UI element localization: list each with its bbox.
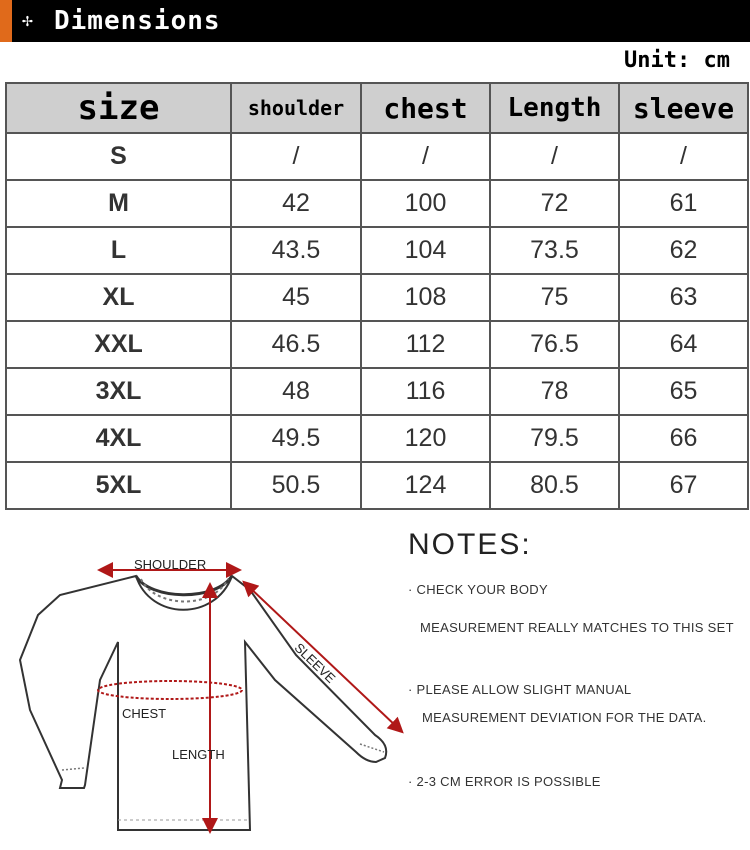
header-accent [0, 0, 12, 42]
measurement-cell: 49.5 [231, 415, 361, 462]
measurement-cell: / [490, 133, 619, 180]
measurement-cell: 100 [361, 180, 490, 227]
measurement-cell: 65 [619, 368, 748, 415]
measurement-cell: 124 [361, 462, 490, 509]
right-cuff-stitch [360, 744, 384, 752]
measurement-cell: 64 [619, 321, 748, 368]
measurement-cell: 80.5 [490, 462, 619, 509]
shoulder-label: SHOULDER [134, 557, 207, 572]
note-line-2: MEASUREMENT REALLY MATCHES TO THIS SET [420, 620, 734, 635]
shirt-body [20, 576, 386, 830]
measurement-cell: 50.5 [231, 462, 361, 509]
size-cell: 5XL [6, 462, 231, 509]
measurement-cell: 120 [361, 415, 490, 462]
sleeve-label: SLEEVE [291, 640, 339, 686]
measurement-cell: 73.5 [490, 227, 619, 274]
size-cell: XL [6, 274, 231, 321]
measurement-cell: 75 [490, 274, 619, 321]
note-line-4: MEASUREMENT DEVIATION FOR THE DATA. [422, 710, 707, 725]
table-row [6, 368, 748, 415]
chest-label: CHEST [122, 706, 167, 721]
measurement-cell: / [231, 133, 361, 180]
measurement-cell: 66 [619, 415, 748, 462]
measurement-cell: 112 [361, 321, 490, 368]
unit-label: Unit: cm [624, 48, 730, 73]
measurement-cell: 104 [361, 227, 490, 274]
measurement-cell: 61 [619, 180, 748, 227]
chest-ellipse [98, 681, 242, 699]
table-row [6, 415, 748, 462]
measurement-cell: / [619, 133, 748, 180]
measurement-cell: 42 [231, 180, 361, 227]
measurement-cell: 79.5 [490, 415, 619, 462]
measurement-cell: 63 [619, 274, 748, 321]
table-row [6, 274, 748, 321]
table-row [6, 180, 748, 227]
note-line-3: · PLEASE ALLOW SLIGHT MANUAL [408, 682, 632, 697]
measurement-cell: 45 [231, 274, 361, 321]
measurement-cell: 72 [490, 180, 619, 227]
size-cell: XXL [6, 321, 231, 368]
table-row [6, 321, 748, 368]
measurement-cell: 46.5 [231, 321, 361, 368]
note-line-1: · CHECK YOUR BODY [408, 582, 548, 597]
length-label: LENGTH [172, 747, 225, 762]
header-bar [0, 0, 750, 42]
measurement-cell: 116 [361, 368, 490, 415]
plus-icon: ✢ [22, 10, 33, 31]
size-cell: 3XL [6, 368, 231, 415]
column-header-length: Length [490, 83, 619, 133]
measurement-cell: 43.5 [231, 227, 361, 274]
column-header-chest: chest [361, 83, 490, 133]
notes-title: NOTES: [408, 528, 532, 561]
measurement-cell: 78 [490, 368, 619, 415]
left-cuff-stitch [62, 768, 84, 770]
size-cell: 4XL [6, 415, 231, 462]
measurement-cell: 48 [231, 368, 361, 415]
size-cell: S [6, 133, 231, 180]
size-cell: L [6, 227, 231, 274]
size-table [5, 82, 749, 510]
table-row [6, 227, 748, 274]
measurement-cell: 67 [619, 462, 748, 509]
table-body [6, 133, 748, 509]
measurement-cell: / [361, 133, 490, 180]
page-title: Dimensions [54, 6, 221, 36]
size-cell: M [6, 180, 231, 227]
note-line-5: · 2-3 CM ERROR IS POSSIBLE [408, 774, 601, 789]
column-header-shoulder: shoulder [231, 83, 361, 133]
table-header-row [6, 83, 748, 133]
table-row [6, 462, 748, 509]
measurement-cell: 76.5 [490, 321, 619, 368]
measurement-cell: 108 [361, 274, 490, 321]
sleeve-arrow [248, 586, 398, 728]
column-header-size: size [6, 83, 231, 133]
shirt-outline [0, 530, 420, 845]
shirt-diagram [0, 530, 420, 845]
measurement-cell: 62 [619, 227, 748, 274]
column-header-sleeve: sleeve [619, 83, 748, 133]
table-row [6, 133, 748, 180]
